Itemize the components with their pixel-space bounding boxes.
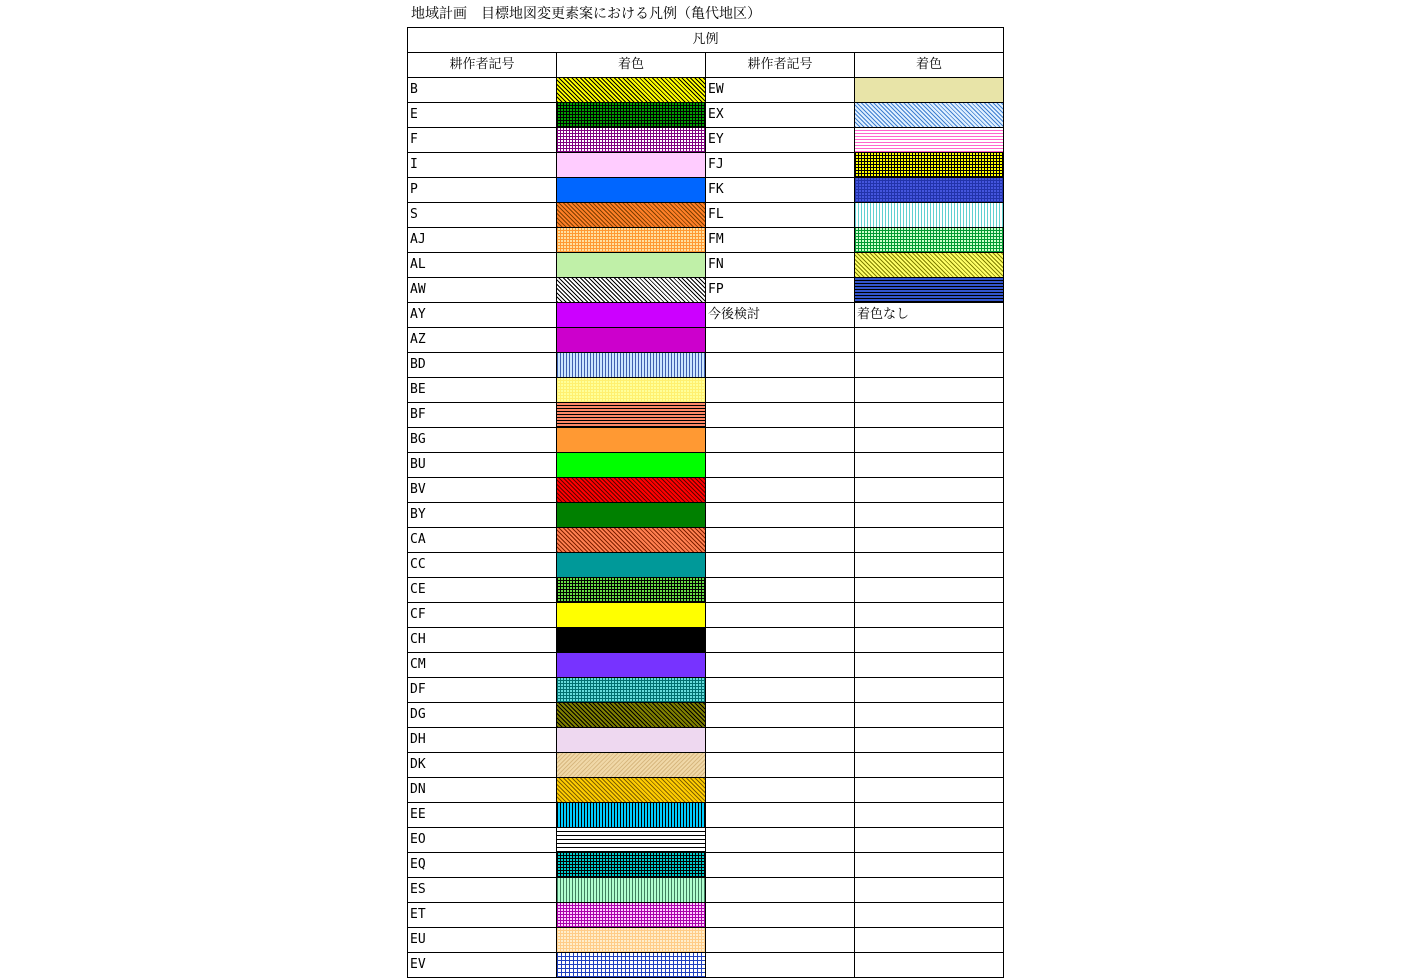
legend-row xyxy=(408,778,1004,803)
legend-row xyxy=(408,203,1004,228)
legend-row xyxy=(408,128,1004,153)
empty-cell xyxy=(855,753,1004,778)
empty-cell xyxy=(855,678,1004,703)
code-cell: DK xyxy=(408,753,557,778)
legend-row xyxy=(408,78,1004,103)
code-cell: CE xyxy=(408,578,557,603)
swatch-cell xyxy=(557,403,706,428)
legend-row xyxy=(408,253,1004,278)
code-cell: BD xyxy=(408,353,557,378)
empty-cell xyxy=(855,328,1004,353)
swatch-cell xyxy=(557,878,706,903)
legend-row xyxy=(408,153,1004,178)
empty-cell xyxy=(706,953,855,978)
color-swatch-fn xyxy=(855,253,1003,277)
swatch-cell xyxy=(557,553,706,578)
code-cell: I xyxy=(408,153,557,178)
empty-cell xyxy=(855,778,1004,803)
legend-row xyxy=(408,603,1004,628)
code-cell: FP xyxy=(706,278,855,303)
color-swatch-ch xyxy=(557,628,705,652)
swatch-cell xyxy=(557,453,706,478)
empty-cell xyxy=(706,503,855,528)
empty-cell xyxy=(706,853,855,878)
empty-cell xyxy=(855,453,1004,478)
legend-row xyxy=(408,328,1004,353)
color-swatch-ev xyxy=(557,953,705,977)
empty-cell xyxy=(706,878,855,903)
color-swatch-ee xyxy=(557,803,705,827)
empty-cell xyxy=(855,378,1004,403)
color-swatch-cc xyxy=(557,553,705,577)
empty-cell xyxy=(706,553,855,578)
code-cell: AJ xyxy=(408,228,557,253)
swatch-cell xyxy=(557,703,706,728)
code-cell: CF xyxy=(408,603,557,628)
color-swatch-fm xyxy=(855,228,1003,252)
code-cell: BV xyxy=(408,478,557,503)
legend-row xyxy=(408,653,1004,678)
color-swatch-fp xyxy=(855,278,1003,302)
color-swatch-by xyxy=(557,503,705,527)
empty-cell xyxy=(855,603,1004,628)
color-swatch-bg xyxy=(557,428,705,452)
legend-row xyxy=(408,378,1004,403)
code-cell: P xyxy=(408,178,557,203)
empty-cell xyxy=(706,353,855,378)
color-swatch-ce xyxy=(557,578,705,602)
swatch-cell xyxy=(855,78,1004,103)
empty-cell xyxy=(855,703,1004,728)
legend-header-row xyxy=(408,53,1004,78)
code-cell: DF xyxy=(408,678,557,703)
color-swatch-b xyxy=(557,78,705,102)
legend-table xyxy=(407,27,1004,978)
empty-cell xyxy=(855,578,1004,603)
swatch-cell xyxy=(557,803,706,828)
empty-cell xyxy=(855,878,1004,903)
swatch-cell xyxy=(557,428,706,453)
legend-row xyxy=(408,428,1004,453)
empty-cell xyxy=(855,953,1004,978)
empty-cell xyxy=(706,778,855,803)
header-color-right: 着色 xyxy=(855,53,1004,78)
empty-cell xyxy=(706,803,855,828)
color-swatch-fj xyxy=(855,153,1003,177)
color-swatch-dg xyxy=(557,703,705,727)
code-cell: F xyxy=(408,128,557,153)
color-swatch-s xyxy=(557,203,705,227)
swatch-cell xyxy=(855,203,1004,228)
empty-cell xyxy=(706,453,855,478)
code-cell: FL xyxy=(706,203,855,228)
swatch-cell xyxy=(557,203,706,228)
color-swatch-dn xyxy=(557,778,705,802)
code-cell: EU xyxy=(408,928,557,953)
color-swatch-az xyxy=(557,328,705,352)
swatch-cell xyxy=(557,278,706,303)
empty-cell xyxy=(855,903,1004,928)
code-cell: AL xyxy=(408,253,557,278)
swatch-cell xyxy=(855,103,1004,128)
empty-cell xyxy=(855,403,1004,428)
code-cell: AW xyxy=(408,278,557,303)
code-cell: BU xyxy=(408,453,557,478)
legend-row xyxy=(408,103,1004,128)
color-swatch-bv xyxy=(557,478,705,502)
pending-label: 今後検討 xyxy=(706,303,855,328)
swatch-cell xyxy=(557,353,706,378)
empty-cell xyxy=(855,728,1004,753)
code-cell: EY xyxy=(706,128,855,153)
legend-row xyxy=(408,728,1004,753)
legend-row xyxy=(408,453,1004,478)
legend-row xyxy=(408,353,1004,378)
empty-cell xyxy=(855,353,1004,378)
no-color-label: 着色なし xyxy=(855,303,1004,328)
legend-row xyxy=(408,928,1004,953)
legend-row xyxy=(408,753,1004,778)
code-cell: ET xyxy=(408,903,557,928)
swatch-cell xyxy=(855,128,1004,153)
swatch-cell xyxy=(855,253,1004,278)
swatch-cell xyxy=(557,503,706,528)
code-cell: CA xyxy=(408,528,557,553)
color-swatch-ay xyxy=(557,303,705,327)
code-cell: EE xyxy=(408,803,557,828)
swatch-cell xyxy=(557,478,706,503)
color-swatch-aj xyxy=(557,228,705,252)
swatch-cell xyxy=(557,828,706,853)
empty-cell xyxy=(855,628,1004,653)
legend-row xyxy=(408,853,1004,878)
code-cell: S xyxy=(408,203,557,228)
color-swatch-fl xyxy=(855,203,1003,227)
legend-row xyxy=(408,478,1004,503)
code-cell: EQ xyxy=(408,853,557,878)
swatch-cell xyxy=(557,178,706,203)
color-swatch-ex xyxy=(855,103,1003,127)
color-swatch-es xyxy=(557,878,705,902)
header-code-right: 耕作者記号 xyxy=(706,53,855,78)
code-cell: FN xyxy=(706,253,855,278)
empty-cell xyxy=(855,653,1004,678)
color-swatch-eq xyxy=(557,853,705,877)
color-swatch-dh xyxy=(557,728,705,752)
legend-row xyxy=(408,953,1004,978)
empty-cell xyxy=(855,428,1004,453)
swatch-cell xyxy=(557,103,706,128)
swatch-cell xyxy=(557,253,706,278)
swatch-cell xyxy=(557,628,706,653)
swatch-cell xyxy=(557,528,706,553)
code-cell: CH xyxy=(408,628,557,653)
code-cell: CC xyxy=(408,553,557,578)
empty-cell xyxy=(706,478,855,503)
legend-row xyxy=(408,828,1004,853)
document-title: 地域計画 目標地図変更素案における凡例（亀代地区） xyxy=(411,6,761,22)
header-color-left: 着色 xyxy=(557,53,706,78)
empty-cell xyxy=(706,403,855,428)
empty-cell xyxy=(706,703,855,728)
empty-cell xyxy=(855,553,1004,578)
code-cell: EV xyxy=(408,953,557,978)
empty-cell xyxy=(855,928,1004,953)
empty-cell xyxy=(855,803,1004,828)
color-swatch-df xyxy=(557,678,705,702)
code-cell: CM xyxy=(408,653,557,678)
swatch-cell xyxy=(557,303,706,328)
color-swatch-eu xyxy=(557,928,705,952)
code-cell: BG xyxy=(408,428,557,453)
color-swatch-cm xyxy=(557,653,705,677)
color-swatch-aw xyxy=(557,278,705,302)
empty-cell xyxy=(706,428,855,453)
empty-cell xyxy=(706,828,855,853)
empty-cell xyxy=(706,678,855,703)
swatch-cell xyxy=(557,928,706,953)
legend-row xyxy=(408,503,1004,528)
color-swatch-ew xyxy=(855,78,1003,102)
color-swatch-i xyxy=(557,153,705,177)
legend-row xyxy=(408,278,1004,303)
color-swatch-cf xyxy=(557,603,705,627)
color-swatch-et xyxy=(557,903,705,927)
legend-row xyxy=(408,628,1004,653)
color-swatch-ca xyxy=(557,528,705,552)
legend-row xyxy=(408,703,1004,728)
legend-row xyxy=(408,403,1004,428)
legend-caption-row xyxy=(408,28,1004,53)
empty-cell xyxy=(706,928,855,953)
code-cell: E xyxy=(408,103,557,128)
color-swatch-e xyxy=(557,103,705,127)
swatch-cell xyxy=(557,953,706,978)
color-swatch-be xyxy=(557,378,705,402)
header-code-left: 耕作者記号 xyxy=(408,53,557,78)
legend-row xyxy=(408,303,1004,328)
swatch-cell xyxy=(855,178,1004,203)
swatch-cell xyxy=(855,228,1004,253)
legend-caption: 凡例 xyxy=(408,28,1004,53)
empty-cell xyxy=(706,628,855,653)
color-swatch-al xyxy=(557,253,705,277)
legend-row xyxy=(408,803,1004,828)
empty-cell xyxy=(706,378,855,403)
code-cell: DH xyxy=(408,728,557,753)
empty-cell xyxy=(706,653,855,678)
code-cell: FK xyxy=(706,178,855,203)
color-swatch-ey xyxy=(855,128,1003,152)
swatch-cell xyxy=(557,328,706,353)
code-cell: BE xyxy=(408,378,557,403)
color-swatch-bd xyxy=(557,353,705,377)
legend-row xyxy=(408,228,1004,253)
empty-cell xyxy=(706,578,855,603)
empty-cell xyxy=(706,728,855,753)
swatch-cell xyxy=(557,778,706,803)
color-swatch-f xyxy=(557,128,705,152)
code-cell: FM xyxy=(706,228,855,253)
swatch-cell xyxy=(557,378,706,403)
empty-cell xyxy=(855,478,1004,503)
swatch-cell xyxy=(557,728,706,753)
color-swatch-bf xyxy=(557,403,705,427)
swatch-cell xyxy=(557,753,706,778)
legend-row xyxy=(408,553,1004,578)
swatch-cell xyxy=(557,128,706,153)
color-swatch-p xyxy=(557,178,705,202)
code-cell: ES xyxy=(408,878,557,903)
legend-row xyxy=(408,528,1004,553)
color-swatch-eo xyxy=(557,828,705,852)
empty-cell xyxy=(706,603,855,628)
code-cell: EO xyxy=(408,828,557,853)
code-cell: AZ xyxy=(408,328,557,353)
swatch-cell xyxy=(557,678,706,703)
code-cell: FJ xyxy=(706,153,855,178)
color-swatch-fk xyxy=(855,178,1003,202)
code-cell: DN xyxy=(408,778,557,803)
legend-row xyxy=(408,178,1004,203)
empty-cell xyxy=(706,753,855,778)
swatch-cell xyxy=(557,578,706,603)
swatch-cell xyxy=(557,153,706,178)
swatch-cell xyxy=(557,603,706,628)
color-swatch-bu xyxy=(557,453,705,477)
empty-cell xyxy=(706,903,855,928)
swatch-cell xyxy=(855,278,1004,303)
swatch-cell xyxy=(557,78,706,103)
swatch-cell xyxy=(557,228,706,253)
empty-cell xyxy=(706,528,855,553)
empty-cell xyxy=(706,328,855,353)
code-cell: BF xyxy=(408,403,557,428)
swatch-cell xyxy=(557,653,706,678)
empty-cell xyxy=(855,528,1004,553)
swatch-cell xyxy=(557,903,706,928)
code-cell: AY xyxy=(408,303,557,328)
swatch-cell xyxy=(855,153,1004,178)
code-cell: BY xyxy=(408,503,557,528)
color-swatch-dk xyxy=(557,753,705,777)
legend-row xyxy=(408,678,1004,703)
code-cell: EX xyxy=(706,103,855,128)
code-cell: EW xyxy=(706,78,855,103)
swatch-cell xyxy=(557,853,706,878)
empty-cell xyxy=(855,828,1004,853)
code-cell: DG xyxy=(408,703,557,728)
empty-cell xyxy=(855,503,1004,528)
empty-cell xyxy=(855,853,1004,878)
code-cell: B xyxy=(408,78,557,103)
legend-row xyxy=(408,578,1004,603)
legend-row xyxy=(408,903,1004,928)
legend-row xyxy=(408,878,1004,903)
